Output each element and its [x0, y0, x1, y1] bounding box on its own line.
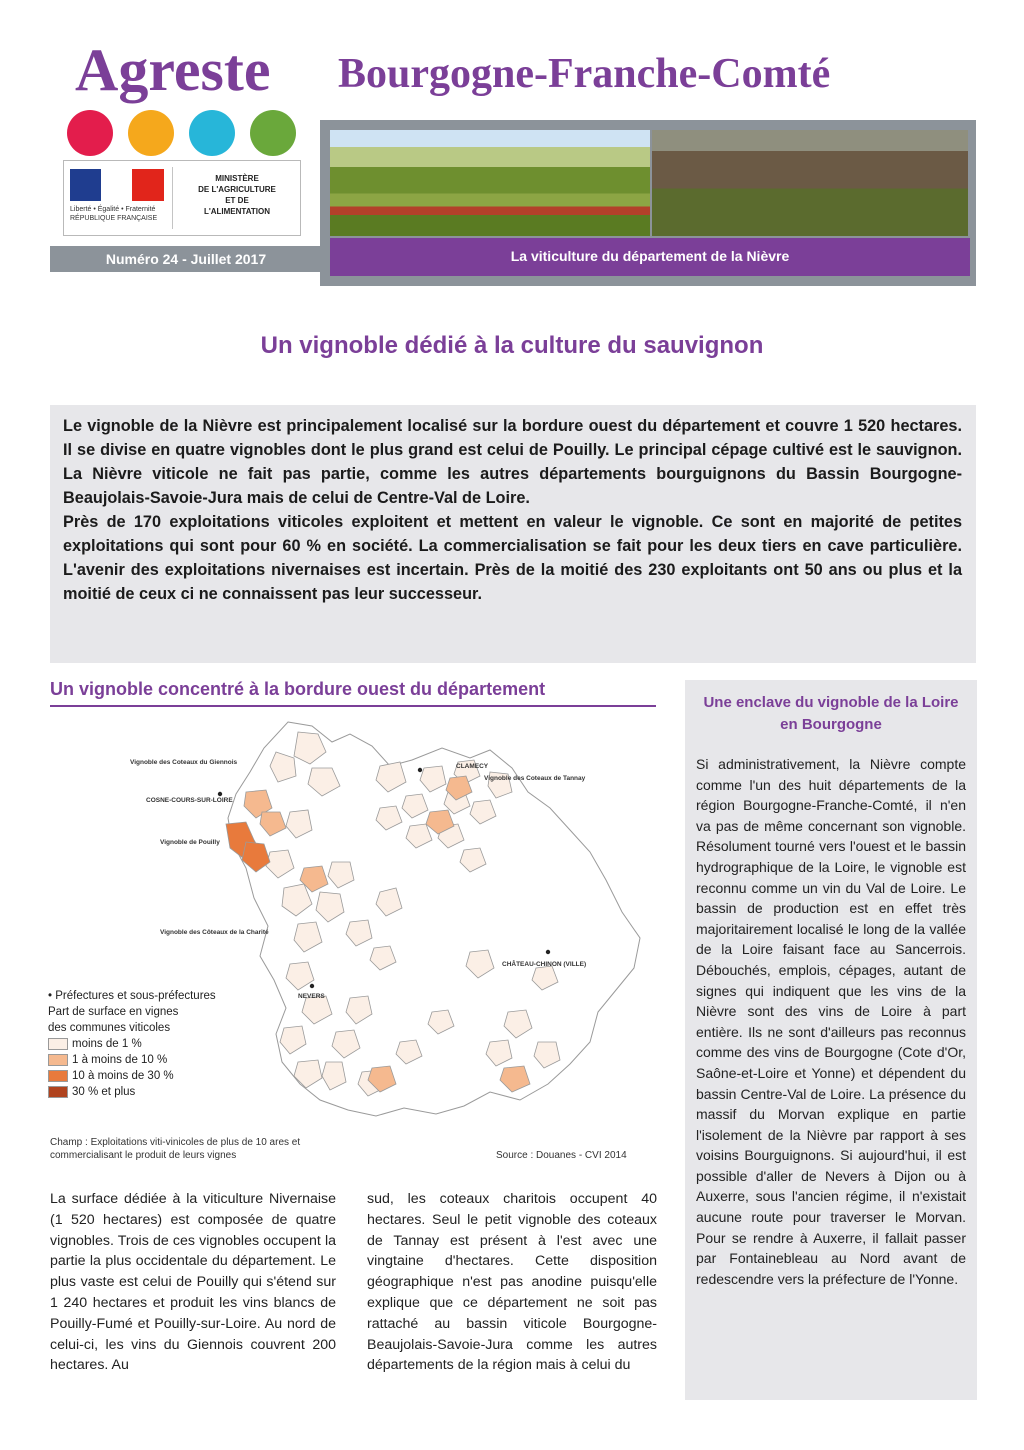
- ministry-line: L'ALIMENTATION: [203, 207, 271, 216]
- republic-flag-icon: [70, 169, 164, 201]
- map-label-giennois: Vignoble des Coteaux du Giennois: [130, 759, 238, 766]
- legend-prefectures: • Préfectures et sous-préfectures: [48, 990, 216, 1002]
- ministry-divider: [172, 167, 173, 229]
- map-field-note: [50, 1136, 380, 1162]
- body-column-2: [367, 1189, 657, 1376]
- ministry-logo: [63, 160, 301, 236]
- map-source: Source : Douanes - CVI 2014: [496, 1150, 627, 1161]
- legend-heading-line: Part de surface en vignes: [48, 1006, 179, 1018]
- legend-item: [48, 1084, 216, 1100]
- prefecture-marker: [546, 950, 550, 954]
- vineyard-landscape-photo: [330, 130, 650, 236]
- body-paragraph: sud, les coteaux charitois occupent 40 hectares. Seul le petit vignoble des coteaux de Tannay est présent à l'est avec une vingtaine d'hectares. Cette disposition géographique n'est pas anodine puisqu'elle explique que ce département ne soit pas rattaché au bassin viticole Bourgogne-Beaujolais-Savoie-Jura comme les autres départements de la région mais à celui du: [367, 1191, 657, 1374]
- legend-label: moins de 1 %: [72, 1038, 142, 1050]
- prefecture-marker: [418, 768, 422, 772]
- legend-swatch: [48, 1054, 68, 1066]
- region-title: Bourgogne-Franche-Comté: [338, 51, 831, 97]
- map-label-chateau-chinon: CHÂTEAU-CHINON (VILLE): [502, 961, 587, 968]
- legend-item: [48, 1036, 216, 1052]
- sidebar-title: Une enclave du vignoble de la Loire en Bourgogne: [703, 694, 959, 733]
- legend-label: 1 à moins de 10 %: [72, 1054, 168, 1066]
- field-note-line: commercialisant le produit de leurs vignes: [50, 1150, 237, 1161]
- sidebar-text: Si administrativement, la Nièvre compte comme l'un des huit départements de la région Bourgogne-Franche-Comté, il n'en va pas de même concernant son vignoble. Résolument tourné vers l'ouest et le bassin hydrographique de la Loire, le vignoble est reconnu comme un vin du Val de Loire. Le bassin de production est en effet très majoritairement localisé le long de la vallée de la Loire faisant face au Sancerrois. Débouchés, emplois, cépages, autant de signes qui indiquent que les vins de la Nièvre sont des vins de Loire à part entière. Ils ne sont d'ailleurs pas reconnus comme des vins de Bourgogne (Cote d'Or, Saône-et-Loire et Yonne) et dépendent du bassin Centre-Val de Loire. La présence du massif du Morvan explique en partie l'isolement de la Nièvre par rapport à ses voisins Bourguignons. Si aujourd'hui, il est possible d'aller de Nevers à Dijon ou à Auxerre, sous l'ancien régime, il n'existait aucune route pour traverser le Morvan. Pour se rendre à Auxerre, il fallait passer par Fontainebleau au Nord avant de redescendre vers la préfecture de l'Yonne.: [696, 756, 966, 1287]
- prefecture-marker: [218, 792, 222, 796]
- brand-dot-blue: [189, 110, 235, 156]
- legend-swatch: [48, 1086, 68, 1098]
- legend-swatch: [48, 1038, 68, 1050]
- map-label-tannay: Vignoble des Coteaux de Tannay: [484, 775, 586, 782]
- map-label-nevers: NEVERS: [298, 993, 325, 1000]
- intro-paragraph: Le vignoble de la Nièvre est principalement localisé sur la bordure ouest du département et couvre 1 520 hectares. Il se divise en quatre vignobles dont le plus grand est celui de Pouilly. Le principal cépage cultivé est le sauvignon. La Nièvre viticole ne fait pas partie, comme les autres départements bourguignons du Bassin Bourgogne-Beaujolais-Savoie-Jura mais de celui de Centre-Val de Loire.: [63, 417, 962, 507]
- body-column-1: [50, 1189, 336, 1376]
- republic-caption: [70, 205, 166, 223]
- legend-label: 10 à moins de 30 %: [72, 1070, 174, 1082]
- republic-motto: Liberté • Égalité • Fraternité: [70, 206, 156, 213]
- body-paragraph: La surface dédiée à la viticulture Nivernaise (1 520 hectares) est composée de quatre vignobles. Trois de ces vignobles occupent la partie la plus occidentale du département. Le plus vaste est celui de Pouilly qui s'étend sur 1 240 hectares et produit les vins blancs de Pouilly-Fumé et Pouilly-sur-Loire. Au nord de celui-ci, les vins du Giennois couvrent 200 hectares. Au: [50, 1191, 336, 1374]
- map-label-charitois: Vignoble des Côteaux de la Charité: [160, 929, 269, 936]
- map-label-cosne: COSNE-COURS-SUR-LOIRE: [146, 797, 233, 804]
- page-title: Un vignoble dédié à la culture du sauvignon: [260, 332, 764, 359]
- legend-item: [48, 1052, 216, 1068]
- prefecture-marker: [310, 984, 314, 988]
- legend-prefectures-label: Préfectures et sous-préfectures: [55, 990, 216, 1002]
- intro-box: [50, 405, 976, 663]
- legend-item: [48, 1068, 216, 1084]
- intro-paragraph: Près de 170 exploitations viticoles exploitent et mettent en valeur le vignoble. Ce sont en majorité de petites exploitations qui sont pour 60 % en société. La commercialisation se fait pour les deux tiers en cave particulière. L'avenir des exploitations nivernaises est incertain. Près de la moitié des 230 exploitants ont 50 ans ou plus et la moitié de ceux ci ne connaissent pas leur successeur.: [63, 513, 962, 603]
- brand-dot-orange: [128, 110, 174, 156]
- republic-name: RÉPUBLIQUE FRANÇAISE: [70, 215, 158, 222]
- legend-label: 30 % et plus: [72, 1086, 136, 1098]
- brand-dot-green: [250, 110, 296, 156]
- field-note-line: Champ : Exploitations viti-vinicoles de plus de 10 ares et: [50, 1137, 301, 1148]
- ministry-line: ET DE: [225, 196, 249, 205]
- map-legend: [48, 988, 216, 1100]
- hero-caption: La viticulture du département de la Nièvre: [330, 238, 970, 276]
- ministry-line: DE L'AGRICULTURE: [198, 185, 276, 194]
- ministry-name: [178, 173, 296, 217]
- sidebar-box: [685, 680, 977, 1400]
- map-label-clamecy: CLAMECY: [456, 763, 489, 770]
- ministry-line: MINISTÈRE: [215, 174, 259, 183]
- map-section-title: Un vignoble concentré à la bordure ouest du département: [50, 679, 656, 707]
- map-label-pouilly: Vignoble de Pouilly: [160, 839, 220, 846]
- legend-swatch: [48, 1070, 68, 1082]
- vine-stock-photo: [652, 130, 968, 236]
- brand-dot-red: [67, 110, 113, 156]
- issue-banner: Numéro 24 - Juillet 2017: [50, 246, 322, 272]
- brand-title: Agreste: [75, 37, 271, 103]
- legend-heading-line: des communes viticoles: [48, 1022, 171, 1034]
